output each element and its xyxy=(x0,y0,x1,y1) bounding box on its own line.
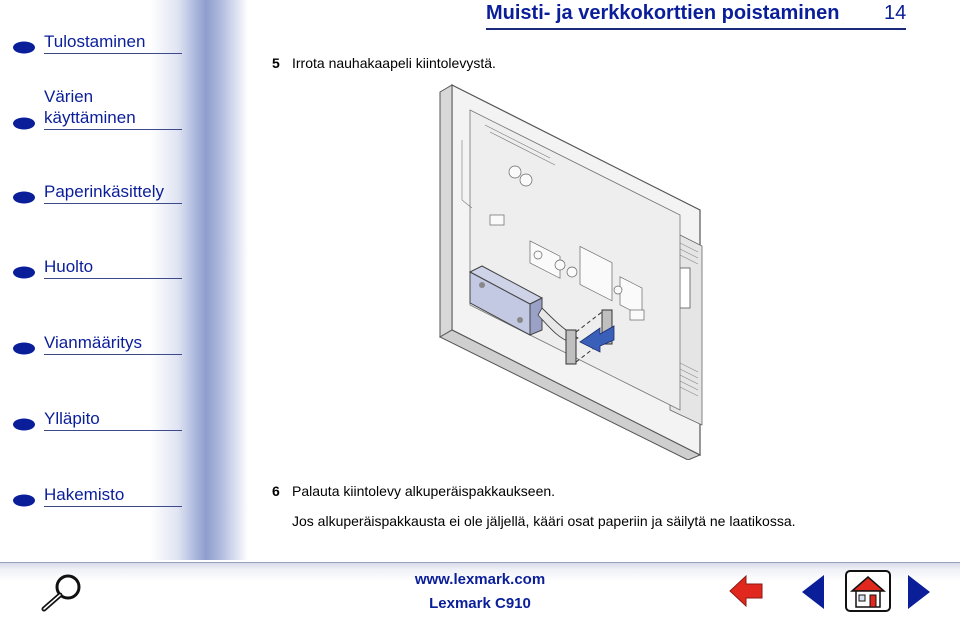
sidebar-item-huolto[interactable] xyxy=(12,237,182,283)
triangle-right-icon xyxy=(906,573,932,611)
sidebar-item-tulostaminen[interactable] xyxy=(12,12,182,58)
sidebar-item-varien-kayttaminen[interactable] xyxy=(12,88,182,134)
nav-bullet-icon xyxy=(12,41,36,54)
page-title: Muisti- ja verkkokorttien poistaminen xyxy=(486,2,840,24)
step-note: Jos alkuperäispakkausta ei ole jäljellä, kääri osat paperiin ja säilytä ne laatikossa. xyxy=(292,513,796,529)
step-number: 5 xyxy=(272,55,280,71)
back-button[interactable] xyxy=(728,573,764,614)
sidebar-item-paperinkasittely[interactable] xyxy=(12,162,182,208)
sidebar-item-label: Hakemisto xyxy=(44,484,182,507)
sidebar-item-yllapito[interactable] xyxy=(12,389,182,435)
nav-bullet-icon xyxy=(12,117,36,130)
footer-bar xyxy=(0,562,960,619)
home-icon xyxy=(844,569,892,613)
sidebar-item-label: Huolto xyxy=(44,256,182,279)
header-divider xyxy=(486,28,906,30)
search-button[interactable] xyxy=(40,571,86,618)
nav-bullet-icon xyxy=(12,418,36,431)
page-number: 14 xyxy=(884,2,907,24)
nav-bullet-icon xyxy=(12,342,36,355)
magnifier-icon xyxy=(40,571,86,613)
home-button[interactable] xyxy=(844,569,892,618)
next-page-button[interactable] xyxy=(906,573,932,616)
printer-board-illustration xyxy=(430,80,720,460)
sidebar-item-vianmaaritys[interactable] xyxy=(12,313,182,359)
nav-bullet-icon xyxy=(12,266,36,279)
footer-url[interactable]: www.lexmark.com xyxy=(414,571,546,588)
footer-product: Lexmark C910 xyxy=(429,595,531,612)
nav-bullet-icon xyxy=(12,191,36,204)
step-text: Palauta kiintolevy alkuperäispakkaukseen. xyxy=(292,483,556,499)
triangle-left-icon xyxy=(800,573,826,611)
sidebar-item-label: Värien käyttäminen xyxy=(44,86,182,130)
sidebar-item-label: Vianmääritys xyxy=(44,332,182,355)
sidebar-nav xyxy=(0,0,250,560)
step-text: Irrota nauhakaapeli kiintolevystä. xyxy=(292,55,496,71)
sidebar-item-label: Tulostaminen xyxy=(44,31,182,54)
nav-bullet-icon xyxy=(12,494,36,507)
sidebar-item-label: Paperinkäsittely xyxy=(44,181,182,204)
sidebar-item-label: Ylläpito xyxy=(44,408,182,431)
step-number: 6 xyxy=(272,483,280,499)
previous-page-button[interactable] xyxy=(800,573,826,616)
sidebar-item-hakemisto[interactable] xyxy=(12,465,182,511)
red-arrow-left-icon xyxy=(728,573,764,609)
